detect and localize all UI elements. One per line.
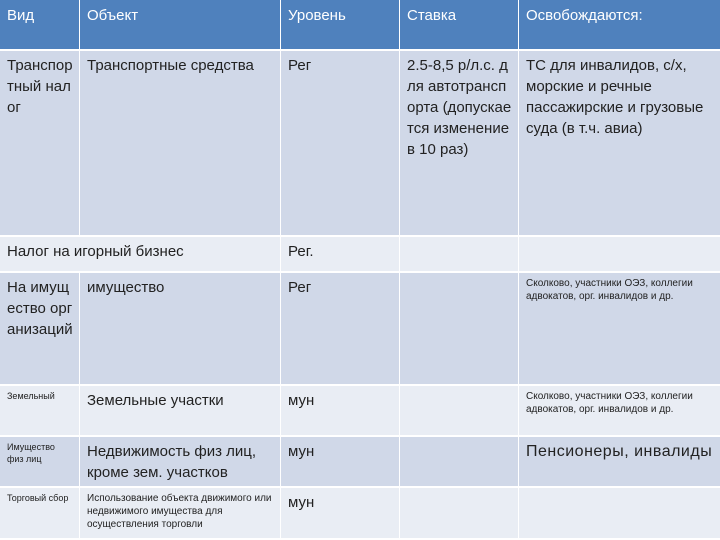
cell-level: Рег xyxy=(280,273,399,386)
cell-level: мун xyxy=(280,386,399,437)
cell-type: Транспортный налог xyxy=(0,51,79,237)
table-row xyxy=(0,437,720,488)
cell-exempt: ТС для инвалидов, с/х, морские и речные пассажирские и грузовые суда (в т.ч. авиа) xyxy=(518,51,720,237)
table-row xyxy=(0,51,720,237)
cell-object: Использование объекта движимого или недвижимого имущества для осуществления торговли xyxy=(79,488,280,540)
cell-exempt: Сколково, участники ОЭЗ, коллегии адвокатов, орг. инвалидов и др. xyxy=(518,273,720,386)
cell-object: Транспортные средства xyxy=(79,51,280,237)
cell-object: имущество xyxy=(79,273,280,386)
cell-rate xyxy=(399,273,518,386)
header-exempt: Освобождаются: xyxy=(518,0,720,51)
cell-exempt: Сколково, участники ОЭЗ, коллегии адвокатов, орг. инвалидов и др. xyxy=(518,386,720,437)
header-type: Вид xyxy=(0,0,79,51)
cell-rate xyxy=(399,488,518,540)
cell-rate xyxy=(399,237,518,273)
header-rate: Ставка xyxy=(399,0,518,51)
table-row xyxy=(0,488,720,540)
cell-exempt: Пенсионеры, инвалиды xyxy=(518,437,720,488)
cell-rate xyxy=(399,437,518,488)
cell-type: Имущество физ лиц xyxy=(0,437,79,488)
table-row xyxy=(0,237,720,273)
cell-level: мун xyxy=(280,437,399,488)
cell-exempt xyxy=(518,488,720,540)
cell-level: Рег xyxy=(280,51,399,237)
cell-level: Рег. xyxy=(280,237,399,273)
cell-type: На имущество организаций xyxy=(0,273,79,386)
cell-exempt xyxy=(518,237,720,273)
header-level: Уровень xyxy=(280,0,399,51)
header-row xyxy=(0,0,720,51)
cell-rate xyxy=(399,386,518,437)
cell-rate: 2.5-8,5 р/л.с. для автотранспорта (допускается изменение в 10 раз) xyxy=(399,51,518,237)
cell-object: Недвижимость физ лиц, кроме зем. участков xyxy=(79,437,280,488)
cell-type-object: Налог на игорный бизнес xyxy=(0,237,280,273)
table-row xyxy=(0,273,720,386)
cell-type: Земельный xyxy=(0,386,79,437)
cell-type: Торговый сбор xyxy=(0,488,79,540)
table-row xyxy=(0,386,720,437)
cell-object: Земельные участки xyxy=(79,386,280,437)
header-object: Объект xyxy=(79,0,280,51)
cell-level: мун xyxy=(280,488,399,540)
